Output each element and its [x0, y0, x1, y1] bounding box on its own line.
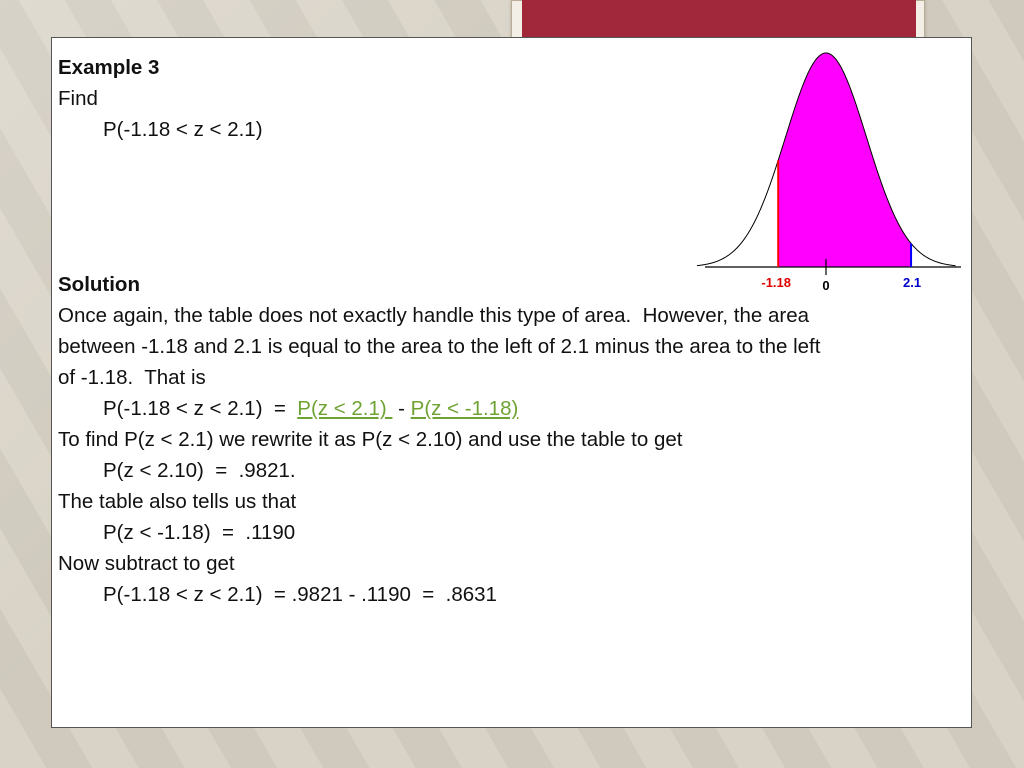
normal-curve-chart: [697, 44, 965, 296]
equation-lhs: P(-1.18 < z < 2.1) =: [103, 397, 298, 420]
find-label: Find: [58, 87, 98, 110]
example-expression: P(-1.18 < z < 2.1): [103, 118, 263, 141]
table-statement: The table also tells us that: [58, 490, 297, 513]
minus-sign: -: [392, 397, 411, 420]
solution-paragraph-line-2: between -1.18 and 2.1 is equal to the area to the left of 2.1 minus the area to the left: [58, 335, 821, 358]
find-instruction: To find P(z < 2.1) we rewrite it as P(z < 2.10) and use the table to get: [58, 428, 683, 451]
link-p-z-less-2-1[interactable]: P(z < 2.1): [297, 397, 393, 420]
solution-paragraph-line-3: of -1.18. That is: [58, 366, 206, 389]
equation-p-2-10: P(z < 2.10) = .9821.: [103, 459, 296, 482]
example-title: Example 3: [58, 56, 160, 79]
solution-paragraph-line-1: Once again, the table does not exactly handle this type of area. However, the area: [58, 304, 810, 327]
equation-p-neg-1-18: P(z < -1.18) = .1190: [103, 521, 296, 544]
tick-label-0: 0: [822, 278, 830, 293]
subtract-instruction: Now subtract to get: [58, 552, 235, 575]
tick-label-neg-1-18: -1.18: [761, 275, 792, 290]
link-p-z-less-neg-1-18[interactable]: P(z < -1.18): [410, 397, 519, 420]
solution-title: Solution: [58, 273, 140, 296]
equation-result: P(-1.18 < z < 2.1) = .9821 - .1190 = .8631: [103, 583, 497, 606]
equation-difference: [58, 393, 958, 424]
tick-label-2-1: 2.1: [903, 275, 922, 290]
